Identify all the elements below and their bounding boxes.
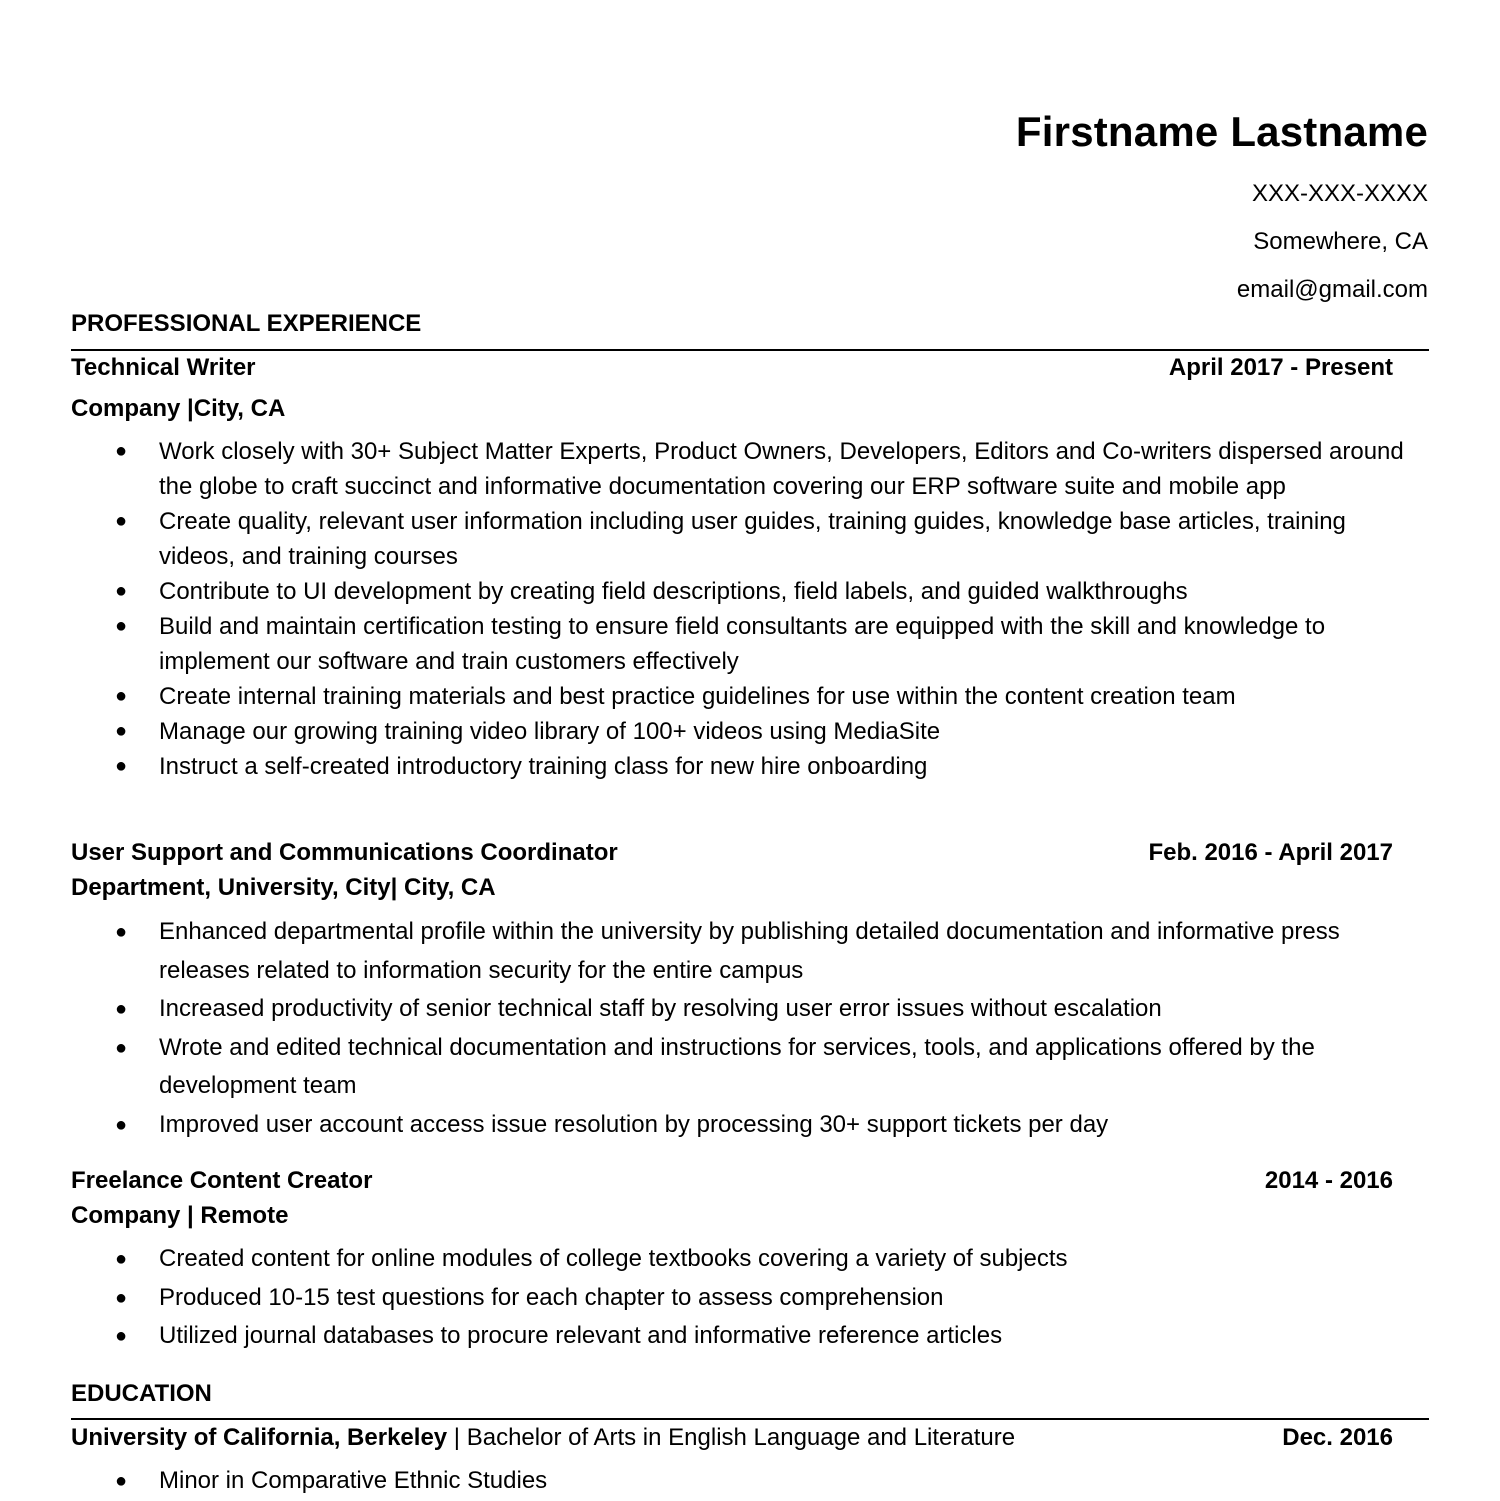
bullet-icon: ●	[115, 1325, 128, 1348]
education-school: University of California, Berkeley	[71, 1424, 448, 1451]
job-title-3: Freelance Content Creator	[71, 1167, 373, 1194]
job-org-3: Company | Remote	[71, 1202, 289, 1229]
bullet-icon: ●	[115, 1036, 128, 1059]
bullet-icon: ●	[115, 755, 128, 777]
bullet-icon: ●	[115, 1248, 128, 1270]
job-bullets-2	[0, 913, 1500, 1145]
list-item: ● Utilized journal databases to procure relevant and informative reference articles	[0, 1317, 1500, 1356]
list-item: ● Contribute to UI development by creating field descriptions, field labels, and guided walkthroughs	[0, 574, 1500, 609]
job-date-3: 2014 - 2016	[1264, 1167, 1393, 1194]
list-item: ● Minor in Comparative Ethnic Studies	[0, 1462, 1500, 1501]
list-item: ● Build and maintain certification testing to ensure field consultants are equipped with the skill and knowledge to implement our software and train customers effectively	[0, 609, 1500, 679]
list-item: ● Work closely with 30+ Subject Matter Experts, Product Owners, Developers, Editors and Co-writers dispersed around the globe to craft succinct and informative documentation covering our ERP software suite and mobile app	[0, 434, 1500, 504]
job-bullets-3	[0, 1240, 1500, 1356]
job-bullets-1	[0, 434, 1500, 784]
job-date-2: Feb. 2016 - April 2017	[1148, 839, 1393, 866]
education-entry	[71, 1424, 1015, 1452]
contact-phone: XXX-XXX-XXXX	[1251, 180, 1428, 207]
contact-email: email@gmail.com	[1236, 276, 1428, 303]
bullet-icon: ●	[115, 720, 128, 742]
education-separator: |	[447, 1424, 467, 1451]
list-item: ● Increased productivity of senior technical staff by resolving user error issues without escalation	[0, 990, 1500, 1029]
contact-location: Somewhere, CA	[1253, 228, 1428, 255]
bullet-icon: ●	[115, 1470, 128, 1492]
section-title-education: EDUCATION	[71, 1380, 1429, 1420]
bullet-icon: ●	[115, 440, 128, 462]
list-item: ● Create internal training materials and best practice guidelines for use within the content creation team	[0, 679, 1500, 714]
list-item: ● Wrote and edited technical documentation and instructions for services, tools, and applications offered by the development team	[0, 1029, 1500, 1106]
list-item: ● Produced 10-15 test questions for each chapter to assess comprehension	[0, 1279, 1500, 1318]
candidate-name: Firstname Lastname	[1015, 108, 1428, 155]
list-item: ● Created content for online modules of college textbooks covering a variety of subjects	[0, 1240, 1500, 1279]
job-date-1: April 2017 - Present	[1168, 354, 1393, 381]
section-title-experience: PROFESSIONAL EXPERIENCE	[71, 310, 1429, 351]
education-date: Dec. 2016	[1282, 1424, 1393, 1451]
bullet-icon: ●	[115, 1286, 128, 1309]
bullet-icon: ●	[115, 1113, 128, 1136]
bullet-icon: ●	[115, 998, 128, 1021]
bullet-icon: ●	[115, 685, 128, 707]
list-item: ● Improved user account access issue resolution by processing 30+ support tickets per day	[0, 1106, 1500, 1145]
education-degree: Bachelor of Arts in English Language and Literature	[466, 1424, 1016, 1451]
education-bullets	[0, 1462, 1500, 1501]
list-item: ● Instruct a self-created introductory training class for new hire onboarding	[0, 749, 1500, 784]
job-title-2: User Support and Communications Coordinator	[71, 839, 618, 866]
job-org-2: Department, University, City| City, CA	[71, 874, 496, 901]
job-title-1: Technical Writer	[71, 354, 256, 381]
bullet-icon: ●	[115, 921, 128, 943]
job-org-1: Company |City, CA	[71, 395, 286, 422]
bullet-icon: ●	[115, 510, 128, 532]
list-item: ● Enhanced departmental profile within the university by publishing detailed documentation and informative press releases related to information security for the entire campus	[0, 913, 1500, 990]
list-item: ● Manage our growing training video library of 100+ videos using MediaSite	[0, 714, 1500, 749]
bullet-icon: ●	[115, 580, 128, 602]
bullet-icon: ●	[115, 615, 128, 637]
list-item: ● Create quality, relevant user information including user guides, training guides, knowledge base articles, training videos, and training courses	[0, 504, 1500, 574]
